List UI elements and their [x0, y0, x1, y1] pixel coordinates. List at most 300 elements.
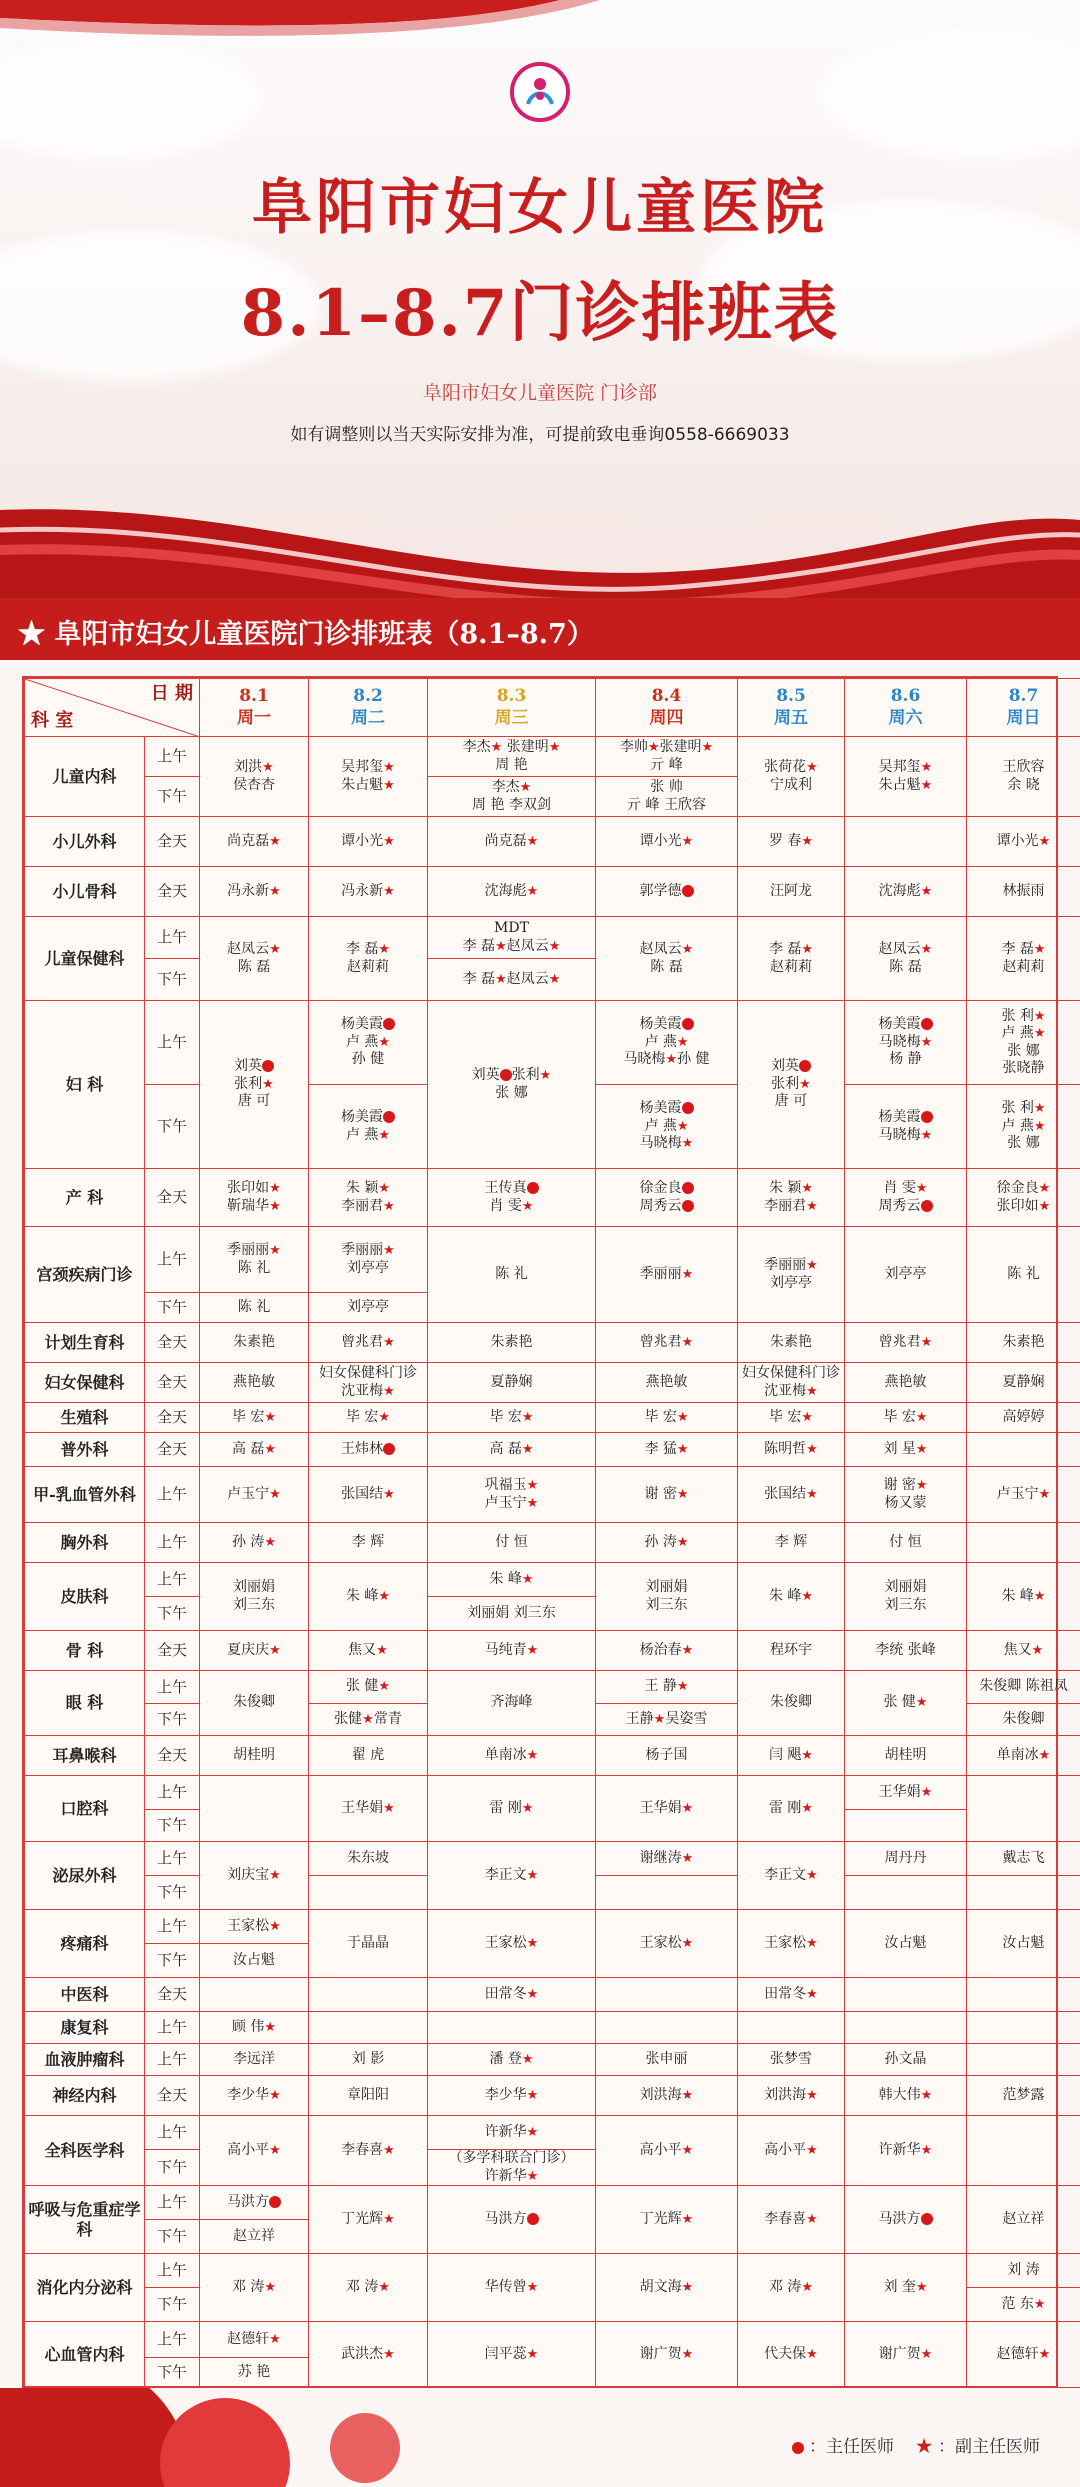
doctor-cell: 邓 涛★	[309, 2254, 428, 2322]
doctor-cell: 毕 宏★	[738, 1403, 845, 1433]
doctor-cell: 朱东坡	[309, 1842, 428, 1876]
department-name: 妇 科	[25, 1001, 145, 1169]
doctor-cell: 王 静★	[596, 1671, 738, 1704]
doctor-cell: 雷 刚★	[428, 1776, 596, 1842]
associate-physician-star-icon: ★	[495, 938, 507, 954]
department-name: 泌尿外科	[25, 1842, 145, 1910]
associate-physician-star-icon: ★	[653, 1711, 666, 1727]
department-name: 妇女保健科	[25, 1363, 145, 1403]
doctor-cell	[309, 2012, 428, 2044]
doctor-cell: 毕 宏★	[845, 1403, 967, 1433]
doctor-cell: 朱素艳	[967, 1323, 1080, 1363]
associate-physician-star-icon: ★	[676, 1034, 689, 1050]
department-name: 生殖科	[25, 1403, 145, 1433]
doctor-cell: 刘英 张利★ 张 娜	[428, 1001, 596, 1169]
table-row	[25, 1671, 1080, 1704]
associate-physician-star-icon: ★	[264, 1534, 277, 1550]
session-label: 下午	[145, 777, 200, 817]
doctor-cell: 李 猛★	[596, 1433, 738, 1467]
department-name: 耳鼻喉科	[25, 1736, 145, 1776]
associate-physician-star-icon: ★	[383, 777, 395, 793]
table-row	[25, 817, 1080, 867]
associate-physician-star-icon: ★	[521, 1198, 534, 1214]
doctor-cell: 胡文海★	[596, 2254, 738, 2322]
associate-physician-star-icon: ★	[920, 760, 933, 775]
associate-physician-star-icon: ★	[681, 833, 694, 849]
associate-physician-star-icon: ★	[676, 1534, 689, 1550]
doctor-cell: 王家松★	[596, 1910, 738, 1978]
associate-physician-star-icon: ★	[378, 1034, 391, 1050]
department-name: 血液肿瘤科	[25, 2044, 145, 2076]
doctor-cell: 刘亭亭	[309, 1293, 428, 1323]
chief-physician-dot-icon	[527, 1182, 539, 1194]
doctor-cell: 李正文★	[738, 1842, 845, 1910]
doctor-cell: 朱 峰★	[967, 1563, 1080, 1631]
associate-physician-star-icon: ★	[799, 1076, 811, 1092]
associate-physician-star-icon: ★	[269, 2142, 281, 2158]
doctor-cell: 肖 雯★ 周秀云	[845, 1169, 967, 1227]
session-label: 上午	[145, 1842, 200, 1876]
corner-dept-label: 科 室	[31, 709, 74, 731]
doctor-cell: 王家松★	[200, 1910, 309, 1944]
table-row	[25, 2186, 1080, 2220]
associate-physician-star-icon: ★	[526, 2124, 539, 2140]
doctor-cell	[967, 1523, 1080, 1563]
doctor-cell: 刘英 张利★ 唐 可	[738, 1001, 845, 1169]
doctor-cell: 邓 涛★	[200, 2254, 309, 2322]
doctor-cell: 杨美霞 马晓梅★	[845, 1085, 967, 1169]
associate-physician-star-icon: ★	[676, 1441, 689, 1457]
associate-physician-star-icon: ★	[526, 1478, 539, 1493]
doctor-cell: 王家松★	[428, 1910, 596, 1978]
doctor-cell: 刘洪★ 侯杏杏	[200, 737, 309, 817]
associate-physician-star-icon: ★	[681, 1266, 694, 1282]
department-name: 皮肤科	[25, 1563, 145, 1631]
doctor-cell: 韩大伟★	[845, 2076, 967, 2116]
chief-physician-dot-icon	[682, 1102, 694, 1114]
associate-physician-star-icon: ★	[383, 1800, 395, 1816]
associate-physician-star-icon: ★	[915, 1409, 928, 1425]
chief-physician-dot-icon	[921, 1018, 933, 1030]
doctor-cell: 汝占魁	[845, 1910, 967, 1978]
banner-title: ★ 阜阳市妇女儿童医院门诊排班表（8.1–8.7）	[18, 619, 594, 650]
associate-physician-star-icon: ★	[806, 1986, 818, 2002]
associate-physician-star-icon: ★	[681, 1800, 694, 1816]
associate-physician-star-icon: ★	[676, 1409, 689, 1425]
chief-physician-dot-icon	[799, 1060, 811, 1072]
doctor-cell: 汪阿龙	[738, 867, 845, 917]
doctor-cell: 高小平★	[596, 2116, 738, 2186]
chief-physician-dot-icon	[682, 1018, 694, 1030]
doctor-cell: 谢广贺★	[596, 2322, 738, 2388]
notice-text: 如有调整则以当天实际安排为准，可提前致电垂询0558-6669033	[290, 425, 790, 445]
associate-physician-star-icon: ★	[915, 1478, 928, 1493]
doctor-cell: 汝占魁	[200, 1944, 309, 1978]
doctor-cell	[309, 1876, 428, 1910]
decorative-flower	[160, 2398, 290, 2487]
doctor-cell: 赵德轩★	[200, 2322, 309, 2358]
legend	[792, 2432, 1040, 2457]
doctor-cell: 孙文晶	[845, 2044, 967, 2076]
doctor-cell: 刘洪海★	[738, 2076, 845, 2116]
doctor-cell: 刘丽娟 刘三东	[200, 1563, 309, 1631]
doctor-cell: 沈海彪★	[428, 867, 596, 917]
doctor-cell: 张印如★ 靳瑞华★	[200, 1169, 309, 1227]
doctor-cell: 李远洋	[200, 2044, 309, 2076]
associate-physician-star-icon: ★	[701, 740, 714, 755]
associate-physician-star-icon: ★	[519, 780, 532, 795]
associate-physician-star-icon: ★	[526, 1747, 539, 1763]
associate-physician-star-icon: ★	[676, 1118, 689, 1134]
hospital-title: 阜阳市妇女儿童医院	[252, 173, 828, 243]
doctor-cell: 林振雨	[967, 867, 1080, 917]
associate-physician-star-icon: ★	[1031, 1642, 1044, 1658]
doctor-cell: （多学科联合门诊） 许新华★	[428, 2150, 596, 2186]
doctor-cell: 燕艳敏	[845, 1363, 967, 1403]
doctor-cell: 闫平蕊★	[428, 2322, 596, 2388]
doctor-cell: 苏 艳	[200, 2358, 309, 2388]
doctor-cell	[845, 2012, 967, 2044]
doctor-cell: 李 辉	[738, 1523, 845, 1563]
doctor-cell: 陈 礼	[200, 1293, 309, 1323]
session-label: 上午	[145, 2186, 200, 2220]
table-row	[25, 1363, 1080, 1403]
session-label: 全天	[145, 2076, 200, 2116]
chief-physician-dot-icon	[262, 1060, 274, 1072]
doctor-cell: 燕艳敏	[596, 1363, 738, 1403]
chief-physician-dot-icon	[921, 2213, 933, 2225]
doctor-cell: 郭学德	[596, 867, 738, 917]
doctor-cell: 李杰★ 张建明★ 周 艳	[428, 737, 596, 777]
associate-physician-star-icon: ★	[269, 883, 281, 899]
doctor-cell: 季丽丽★ 刘亭亭	[309, 1227, 428, 1293]
doctor-cell: 朱俊卿 陈祖凤	[967, 1671, 1080, 1704]
associate-physician-star-icon: ★	[269, 2331, 281, 2347]
associate-physician-star-icon: ★	[521, 1409, 534, 1425]
doctor-cell: 杨美霞 马晓梅★ 杨 静	[845, 1001, 967, 1085]
session-label: 上午	[145, 917, 200, 959]
doctor-cell: 赵德轩★	[967, 2322, 1080, 2388]
chief-physician-dot-icon	[383, 1443, 395, 1455]
department-name: 计划生育科	[25, 1323, 145, 1363]
doctor-cell: 尚克磊★	[200, 817, 309, 867]
hospital-logo	[510, 62, 570, 122]
doctor-cell	[596, 1876, 738, 1910]
session-label: 上午	[145, 737, 200, 777]
doctor-cell: 朱 峰★	[309, 1563, 428, 1631]
associate-physician-star-icon: ★	[1033, 1118, 1046, 1134]
doctor-cell	[845, 1876, 967, 1910]
table-row	[25, 1563, 1080, 1597]
associate-physician-star-icon: ★	[383, 1198, 395, 1214]
doctor-cell: 张 健★	[309, 1671, 428, 1704]
doctor-cell: 朱 峰★	[428, 1563, 596, 1597]
doctor-cell: 张 健★	[845, 1671, 967, 1736]
doctor-cell: 毕 宏★	[200, 1403, 309, 1433]
doctor-cell: 刘丽娟 刘三东	[845, 1563, 967, 1631]
doctor-cell: 张申丽	[596, 2044, 738, 2076]
associate-physician-star-icon: ★	[269, 833, 281, 849]
doctor-cell: 汝占魁	[967, 1910, 1080, 1978]
session-label: 下午	[145, 2220, 200, 2254]
doctor-cell: 邓 涛★	[738, 2254, 845, 2322]
doctor-cell: 张健★常青	[309, 1704, 428, 1736]
associate-physician-star-icon: ★	[264, 1409, 277, 1425]
doctor-cell: 赵立祥	[200, 2220, 309, 2254]
associate-physician-star-icon: ★	[1033, 942, 1046, 957]
associate-physician-star-icon: ★	[383, 1383, 395, 1399]
associate-physician-star-icon: ★	[806, 1935, 818, 1951]
session-label: 全天	[145, 1323, 200, 1363]
doctor-cell: 陈 礼	[428, 1227, 596, 1323]
session-label: 上午	[145, 1910, 200, 1944]
associate-physician-star-icon: ★	[383, 1486, 395, 1502]
table-row	[25, 737, 1080, 777]
doctor-cell: 闫 飓★	[738, 1736, 845, 1776]
associate-physician-star-icon: ★	[681, 2142, 694, 2158]
associate-physician-star-icon: ★	[1038, 2346, 1051, 2362]
chief-physician-dot-icon	[921, 1200, 933, 1212]
associate-physician-star-icon: ★	[264, 1441, 277, 1457]
schedule-banner	[0, 598, 1080, 660]
doctor-cell: 焦又★	[309, 1631, 428, 1671]
associate-physician-star-icon: ★	[1038, 1747, 1051, 1763]
department-name: 儿童保健科	[25, 917, 145, 1001]
day-header-2: 8.2 周二	[309, 679, 428, 737]
doctor-cell: 刘庆宝★	[200, 1842, 309, 1910]
doctor-cell: 夏静娴	[967, 1363, 1080, 1403]
session-label: 下午	[145, 1293, 200, 1323]
doctor-cell: 朱素艳	[428, 1323, 596, 1363]
associate-physician-star-icon: ★	[526, 2346, 539, 2362]
associate-physician-star-icon: ★	[806, 1486, 818, 1502]
doctor-cell: 李杰★ 周 艳 李双剑	[428, 777, 596, 817]
associate-physician-star-icon: ★	[548, 938, 561, 954]
doctor-cell: 王华娟★	[596, 1776, 738, 1842]
doctor-cell: 朱俊卿	[738, 1671, 845, 1736]
doctor-cell: 丁光辉★	[309, 2186, 428, 2254]
doctor-cell	[967, 2044, 1080, 2076]
doctor-cell: 曾兆君★	[845, 1323, 967, 1363]
associate-physician-star-icon: ★	[801, 1409, 814, 1425]
doctor-cell	[967, 1876, 1080, 1910]
doctor-cell: 马洪方	[428, 2186, 596, 2254]
associate-physician-star-icon: ★	[269, 942, 281, 957]
doctor-cell: MDT 李 磊★赵凤云★	[428, 917, 596, 959]
associate-physician-star-icon: ★	[920, 883, 933, 899]
doctor-cell: 李 磊★ 赵莉莉	[967, 917, 1080, 1001]
associate-physician-star-icon: ★	[681, 1334, 694, 1350]
doctor-cell: 张 帅 亓 峰 王欣容	[596, 777, 738, 817]
doctor-cell: 齐海峰	[428, 1671, 596, 1736]
doctor-cell: 刘英 张利★ 唐 可	[200, 1001, 309, 1169]
doctor-cell: 胡桂明	[845, 1736, 967, 1776]
doctor-cell: 周丹丹	[845, 1842, 967, 1876]
associate-physician-star-icon: ★	[548, 740, 561, 755]
doctor-cell: 杨美霞 卢 燕★ 孙 健	[309, 1001, 428, 1085]
doctor-cell: 丁光辉★	[596, 2186, 738, 2254]
associate-physician-star-icon: ★	[526, 1986, 539, 2002]
department-name: 全科医学科	[25, 2116, 145, 2186]
doctor-cell: 谭小光★	[596, 817, 738, 867]
table-row	[25, 1001, 1080, 1085]
associate-physician-star-icon: ★	[801, 1800, 814, 1816]
associate-physician-star-icon: ★	[1038, 1486, 1051, 1502]
associate-physician-star-icon: ★	[806, 2346, 818, 2362]
footer	[0, 2388, 1080, 2487]
chief-physician-dot-icon	[383, 1018, 395, 1030]
doctor-cell	[200, 1978, 309, 2012]
session-label: 上午	[145, 2322, 200, 2358]
table-row	[25, 1631, 1080, 1671]
doctor-cell	[845, 1978, 967, 2012]
department-name: 神经内科	[25, 2076, 145, 2116]
legend-dot-label: ：主任医师	[808, 2437, 894, 2457]
day-header-5: 8.5 周五	[738, 679, 845, 737]
doctor-cell: 王传真 肖 雯★	[428, 1169, 596, 1227]
associate-physician-star-icon: ★	[806, 1198, 818, 1214]
associate-physician-star-icon: ★	[920, 1784, 933, 1800]
associate-physician-star-icon: ★	[269, 1918, 281, 1934]
doctor-cell: 毕 宏★	[428, 1403, 596, 1433]
doctor-cell: 单南冰★	[428, 1736, 596, 1776]
associate-physician-star-icon: ★	[383, 2211, 395, 2227]
doctor-cell: 赵凤云★ 陈 磊	[845, 917, 967, 1001]
table-row	[25, 1842, 1080, 1876]
doctor-cell: 张国结★	[309, 1467, 428, 1523]
session-label: 上午	[145, 1563, 200, 1597]
doctor-cell: 赵凤云★ 陈 磊	[200, 917, 309, 1001]
associate-physician-star-icon: ★	[526, 2168, 539, 2184]
table-row	[25, 1169, 1080, 1227]
associate-physician-star-icon: ★	[383, 1243, 395, 1258]
doctor-cell: 李统 张峰	[845, 1631, 967, 1671]
associate-physician-star-icon: ★	[647, 740, 660, 755]
associate-physician-star-icon: ★	[378, 1679, 391, 1695]
table-row	[25, 2322, 1080, 2358]
doctor-cell: 华传曾★	[428, 2254, 596, 2322]
doctor-cell: 范 东★	[967, 2288, 1080, 2322]
associate-physician-star-icon: ★	[681, 1850, 694, 1866]
schedule-table	[22, 676, 1068, 2388]
associate-physician-star-icon: ★	[920, 2142, 933, 2158]
doctor-cell: 刘 影	[309, 2044, 428, 2076]
doctor-cell: 朱 颖★ 李丽君★	[738, 1169, 845, 1227]
doctor-cell: 杨美霞 卢 燕★ 马晓梅★	[596, 1085, 738, 1169]
associate-physician-star-icon: ★	[681, 2279, 694, 2295]
associate-physician-star-icon: ★	[376, 1642, 388, 1658]
associate-physician-star-icon: ★	[383, 1334, 395, 1350]
associate-physician-star-icon: ★	[681, 2087, 694, 2103]
table-row	[25, 1910, 1080, 1944]
associate-physician-star-icon: ★	[676, 1679, 689, 1695]
doctor-cell: 谢继涛★	[596, 1842, 738, 1876]
doctor-cell: 李春喜★	[738, 2186, 845, 2254]
doctor-cell: 翟 虎	[309, 1736, 428, 1776]
doctor-cell: 徐金良 周秀云	[596, 1169, 738, 1227]
associate-physician-star-icon: ★	[378, 942, 391, 957]
doctor-cell: 付 恒	[845, 1523, 967, 1563]
doctor-cell: 罗 春★	[738, 817, 845, 867]
doctor-cell: 陈 礼	[967, 1227, 1080, 1323]
associate-physician-star-icon: ★	[1033, 1008, 1046, 1024]
associate-physician-star-icon: ★	[1033, 2296, 1046, 2312]
associate-physician-star-icon: ★	[915, 1441, 928, 1457]
associate-physician-star-icon: ★	[526, 1495, 539, 1511]
session-label: 上午	[145, 1001, 200, 1085]
chief-physician-dot-icon	[682, 885, 694, 897]
doctor-cell: 冯永新★	[200, 867, 309, 917]
doctor-cell: 许新华★	[428, 2116, 596, 2150]
associate-physician-star-icon: ★	[801, 942, 814, 957]
doctor-cell: 李正文★	[428, 1842, 596, 1910]
doctor-cell: 潘 登★	[428, 2044, 596, 2076]
department-name: 宫颈疾病门诊	[25, 1227, 145, 1323]
department-name: 小儿外科	[25, 817, 145, 867]
doctor-cell: 杨美霞 卢 燕★ 马晓梅★孙 健	[596, 1001, 738, 1085]
session-label: 全天	[145, 1169, 200, 1227]
table-row	[25, 2076, 1080, 2116]
table-row	[25, 1323, 1080, 1363]
schedule-body	[25, 737, 1080, 2388]
session-label: 下午	[145, 2288, 200, 2322]
associate-physician-star-icon: ★	[269, 1486, 281, 1502]
doctor-cell: 朱俊卿	[200, 1671, 309, 1736]
session-label: 下午	[145, 1944, 200, 1978]
associate-physician-star-icon: ★	[806, 1441, 818, 1457]
associate-physician-star-icon: ★	[681, 2211, 694, 2227]
table-row	[25, 2044, 1080, 2076]
table-row	[25, 1776, 1080, 1810]
associate-physician-star-icon: ★	[269, 1198, 281, 1214]
doctor-cell: 朱素艳	[738, 1323, 845, 1363]
associate-physician-star-icon: ★	[521, 2051, 534, 2067]
associate-physician-star-icon: ★	[495, 971, 507, 987]
associate-physician-star-icon: ★	[801, 1747, 814, 1763]
associate-physician-star-icon: ★	[801, 1181, 814, 1196]
doctor-cell: 夏庆庆★	[200, 1631, 309, 1671]
associate-physician-star-icon: ★	[806, 760, 818, 775]
associate-physician-star-icon: ★	[490, 740, 503, 755]
table-row	[25, 917, 1080, 959]
doctor-cell: 李 磊★赵凤云★	[428, 959, 596, 1001]
doctor-cell: 雷 刚★	[738, 1776, 845, 1842]
department-name: 普外科	[25, 1433, 145, 1467]
session-label: 全天	[145, 1433, 200, 1467]
chief-physician-dot-icon	[682, 1182, 694, 1194]
associate-physician-star-icon: ★	[526, 833, 539, 849]
doctor-cell: 张荷花★ 宁成利	[738, 737, 845, 817]
session-label: 全天	[145, 867, 200, 917]
doctor-cell: 王华娟★	[309, 1776, 428, 1842]
doctor-cell: 武洪杰★	[309, 2322, 428, 2388]
doctor-cell	[596, 2012, 738, 2044]
associate-physician-star-icon: ★	[920, 1034, 933, 1050]
chief-physician-dot-icon	[500, 1069, 512, 1081]
associate-physician-star-icon: ★	[1038, 1198, 1051, 1214]
doctor-cell: 尚克磊★	[428, 817, 596, 867]
doctor-cell: 妇女保健科门诊 沈亚梅★	[309, 1363, 428, 1403]
doctor-cell: 许新华★	[845, 2116, 967, 2186]
doctor-cell: 谭小光★	[309, 817, 428, 867]
associate-physician-star-icon: ★	[264, 2019, 277, 2035]
doctor-cell: 李少华★	[428, 2076, 596, 2116]
associate-physician-star-icon: ★	[383, 2346, 395, 2362]
chief-physician-dot-icon	[383, 1111, 395, 1123]
doctor-cell: 谭小光★	[967, 817, 1080, 867]
doctor-cell: 马纯青★	[428, 1631, 596, 1671]
doctor-cell: 沈海彪★	[845, 867, 967, 917]
